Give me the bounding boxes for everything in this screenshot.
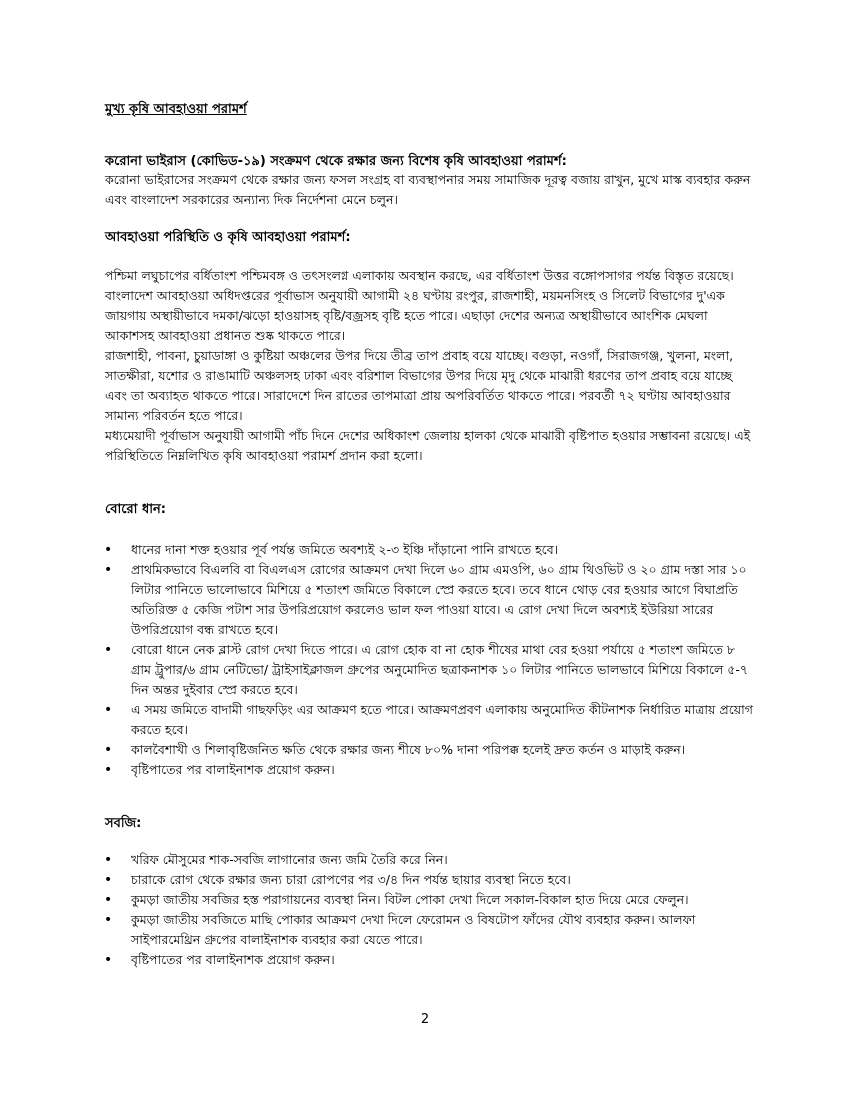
list-item: • কালবৈশাখী ও শিলাবৃষ্টিজনিত ক্ষতি থেকে রক্ষার জন্য শীষে ৮০% দানা পরিপক্ক হলেই দ্রুত কর্তন ও মাড়াই করুন। [105,740,755,760]
weather-situation-heading: আবহাওয়া পরিস্থিতি ও কৃষি আবহাওয়া পরামর্শ: [105,230,351,245]
list-item: • ধানের দানা শক্ত হওয়ার পূর্ব পর্যন্ত জমিতে অবশ্যই ২-৩ ইঞ্চি দাঁড়ানো পানি রাখতে হবে। [105,540,755,560]
covid-advisory-heading: করোনা ভাইরাস (কোভিড-১৯) সংক্রমণ থেকে রক্ষার জন্য বিশেষ কৃষি আবহাওয়া পরামর্শ: [105,154,567,169]
weather-paragraph: রাজশাহী, পাবনা, চুয়াডাঙ্গা ও কুষ্টিয়া অঞ্চলের উপর দিয়ে তীব্র তাপ প্রবাহ বয়ে যাচ্ছে। বগুড়া, নওগাঁ, সিরাজগঞ্জ, খুলনা, মংলা, সাতক্ষীরা, যশোর ও রাঙামাটি অঞ্চলসহ ঢাকা এবং বরিশাল বিভাগের উপর দিয়ে মৃদু থেকে মাঝারী ধরণের তাপ প্রবাহ বয়ে যাচ্ছে এবং তা অব্যাহত থাকতে পারে। সারাদেশে দিন রাতের তাপমাত্রা প্রায় অপরিবর্তিত থাকতে পারে। পরবর্তী ৭২ ঘণ্টায় আবহাওয়ার সামান্য পরিবর্তন হতে পারে। [105,348,734,423]
list-item: • চারাকে রোগ থেকে রক্ষার জন্য চারা রোপণের পর ৩/৪ দিন পর্যন্ত ছায়ার ব্যবস্থা নিতে হবে। [105,870,755,890]
vegetables-heading: সবজি: [105,816,142,831]
boro-rice-list [105,540,755,780]
list-item: • এ সময় জমিতে বাদামী গাছফড়িং এর আক্রমণ হতে পারে। আক্রমণপ্রবণ এলাকায় অনুমোদিত কীটনাশক নির্ধারিত মাত্রায় প্রয়োগ করতে হবে। [105,700,755,740]
list-item: • কুমড়া জাতীয় সবজির হস্ত পরাগায়নের ব্যবস্থা নিন। বিটল পোকা দেখা দিলে সকাল-বিকাল হাত দিয়ে মেরে ফেলুন। [105,890,755,910]
weather-paragraph: পশ্চিমা লঘুচাপের বর্ধিতাংশ পশ্চিমবঙ্গ ও তৎসংলগ্ন এলাকায় অবস্থান করছে, এর বর্ধিতাংশ উত্তর বঙ্গোপসাগর পর্যন্ত বিস্তৃত রয়েছে। [105,268,734,283]
list-item: • প্রাথমিকভাবে বিএলবি বা বিএলএস রোগের আক্রমণ দেখা দিলে ৬০ গ্রাম এমওপি, ৬০ গ্রাম থিওভিট ও ২০ গ্রাম দস্তা সার ১০ লিটার পানিতে ভালোভাবে মিশিয়ে ৫ শতাংশ জমিতে বিকালে স্প্রে করতে হবে। তবে ধানে থোড় বের হওয়ার আগে বিঘাপ্রতি অতিরিক্ত ৫ কেজি পটাশ সার উপরিপ্রয়োগ করলেও ভাল ফল পাওয়া যাবে। এ রোগ দেখা দিলে অবশ্যই ইউরিয়া সারের উপরিপ্রয়োগ বন্ধ রাখতে হবে। [105,560,755,640]
covid-advisory-paragraph: করোনা ভাইরাসের সংক্রমণ থেকে রক্ষার জন্য ফসল সংগ্রহ বা ব্যবস্থাপনার সময় সামাজিক দূরত্ব বজায় রাখুন, মুখে মাস্ক ব্যবহার করুন এবং বাংলাদেশ সরকারের অন্যান্য দিক নির্দেশনা মেনে চলুন। [105,172,751,207]
covid-advisory-text [105,170,755,210]
list-item: • বৃষ্টিপাতের পর বালাইনাশক প্রয়োগ করুন। [105,760,755,780]
boro-rice-heading: বোরো ধান: [105,502,166,517]
vegetables-list [105,850,755,970]
list-item: • বোরো ধানে নেক ব্লাস্ট রোগ দেখা দিতে পারে। এ রোগ হোক বা না হোক শীষের মাথা বের হওয়া পর্যায়ে ৫ শতাংশ জমিতে ৮ গ্রাম ট্রুপার/৬ গ্রাম নেটিভো/ ট্রাইসাইক্লাজল গ্রুপের অনুমোদিত ছত্রাকনাশক ১০ লিটার পানিতে ভালভাবে মিশিয়ে বিকালে ৫-৭ দিন অন্তর দুইবার স্প্রে করতে হবে। [105,640,755,700]
list-item: • কুমড়া জাতীয় সবজিতে মাছি পোকার আক্রমণ দেখা দিলে ফেরোমন ও বিষটোপ ফাঁদের যৌথ ব্যবহার করুন। আলফা সাইপারমেথ্রিন গ্রুপের বালাইনাশক ব্যবহার করা যেতে পারে। [105,910,755,950]
weather-paragraph: মধ্যমেয়াদী পূর্বাভাস অনুযায়ী আগামী পাঁচ দিনে দেশের অধিকাংশ জেলায় হালকা থেকে মাঝারী বৃষ্টিপাত হওয়ার সম্ভাবনা রয়েছে। এই পরিস্থিতিতে নিম্নলিখিত কৃষি আবহাওয়া পরামর্শ প্রদান করা হলো। [105,428,751,463]
list-item: • বৃষ্টিপাতের পর বালাইনাশক প্রয়োগ করুন। [105,950,755,970]
weather-paragraph: বাংলাদেশ আবহাওয়া অধিদপ্তরের পূর্বাভাস অনুযায়ী আগামী ২৪ ঘণ্টায় রংপুর, রাজশাহী, ময়মনসিংহ ও সিলেট বিভাগের দু'এক জায়গায় অস্থায়ীভাবে দমকা/ঝড়ো হাওয়াসহ বৃষ্টি/বজ্রসহ বৃষ্টি হতে পারে। এছাড়া দেশের অন্যত্র অস্থায়ীভাবে আংশিক মেঘলা আকাশসহ আবহাওয়া প্রধানত শুষ্ক থাকতে পারে। [105,288,725,343]
list-item: • খরিফ মৌসুমের শাক-সবজি লাগানোর জন্য জমি তৈরি করে নিন। [105,850,755,870]
page-title: মুখ্য কৃষি আবহাওয়া পরামর্শ [105,102,247,117]
weather-situation-text [105,266,755,466]
page-number: 2 [420,1012,430,1027]
